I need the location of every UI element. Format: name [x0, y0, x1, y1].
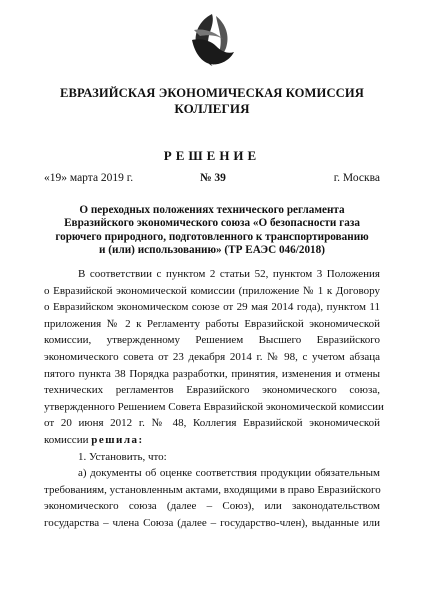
subject-line: горючего природного, подготовленного к транспортированию	[55, 230, 369, 243]
body-line-resolution	[44, 432, 380, 449]
decision-city: г. Москва	[333, 172, 380, 184]
body-line: пятого пункта 38 Порядка разработки, принятия, изменения и отмены	[44, 367, 380, 380]
item-a-line: требованиям, установленным актами, входящими в право Евразийского	[44, 483, 381, 496]
item-1-heading: 1. Установить, что:	[78, 450, 167, 463]
organization-body: КОЛЛЕГИЯ	[174, 101, 250, 116]
subject-line: Евразийского экономического союза «О безопасности газа	[64, 217, 360, 230]
organization-name: ЕВРАЗИЙСКАЯ ЭКОНОМИЧЕСКАЯ КОМИССИЯ	[60, 86, 364, 100]
item-a-line: а) документы об оценке соответствия продукции обязательным	[78, 467, 380, 480]
body-line: о Евразийской экономической комиссии (приложение № 1 к Договору	[44, 284, 380, 297]
item-a-line: экономического союза (далее – Союз), или законодательством	[44, 500, 380, 513]
document-type-title: РЕШЕНИЕ	[163, 148, 261, 163]
subject-line: и (или) использованию» (ТР ЕАЭС 046/2018)	[99, 244, 325, 257]
body-line: приложения № 2 к Регламенту работы Евразийской экономической	[44, 317, 380, 330]
resolution-prefix: комиссии	[44, 433, 92, 446]
body-line: от 20 июня 2012 г. № 48, Коллегия Евразийской экономической	[44, 417, 380, 430]
subject-line: О переходных положениях технического регламента	[79, 204, 345, 216]
decision-body	[44, 266, 384, 532]
body-line: В соответствии с пунктом 2 статьи 52, пунктом 3 Положения	[78, 268, 380, 280]
resolution-word: решила:	[91, 433, 144, 446]
decision-number: № 39	[200, 172, 226, 184]
item-a-line: государства – члена Союза (далее – государство-член), выданные или	[44, 516, 380, 529]
body-line: экономического совета от 23 декабря 2014 г. № 98, с учетом абзаца	[44, 350, 380, 363]
eaeu-emblem-icon	[186, 10, 238, 74]
body-line: утвержденного Решением Совета Евразийской экономической комиссии	[44, 400, 384, 413]
body-line: технических регламентов Евразийского экономического союза,	[44, 384, 380, 397]
decision-subject	[44, 204, 380, 258]
body-line: комиссии, утвержденному Решением Высшего Евразийского	[44, 334, 380, 347]
body-line: о Евразийском экономическом союзе от 29 мая 2014 года), пунктом 11	[44, 301, 380, 314]
decision-date: «19» марта 2019 г.	[44, 172, 134, 184]
